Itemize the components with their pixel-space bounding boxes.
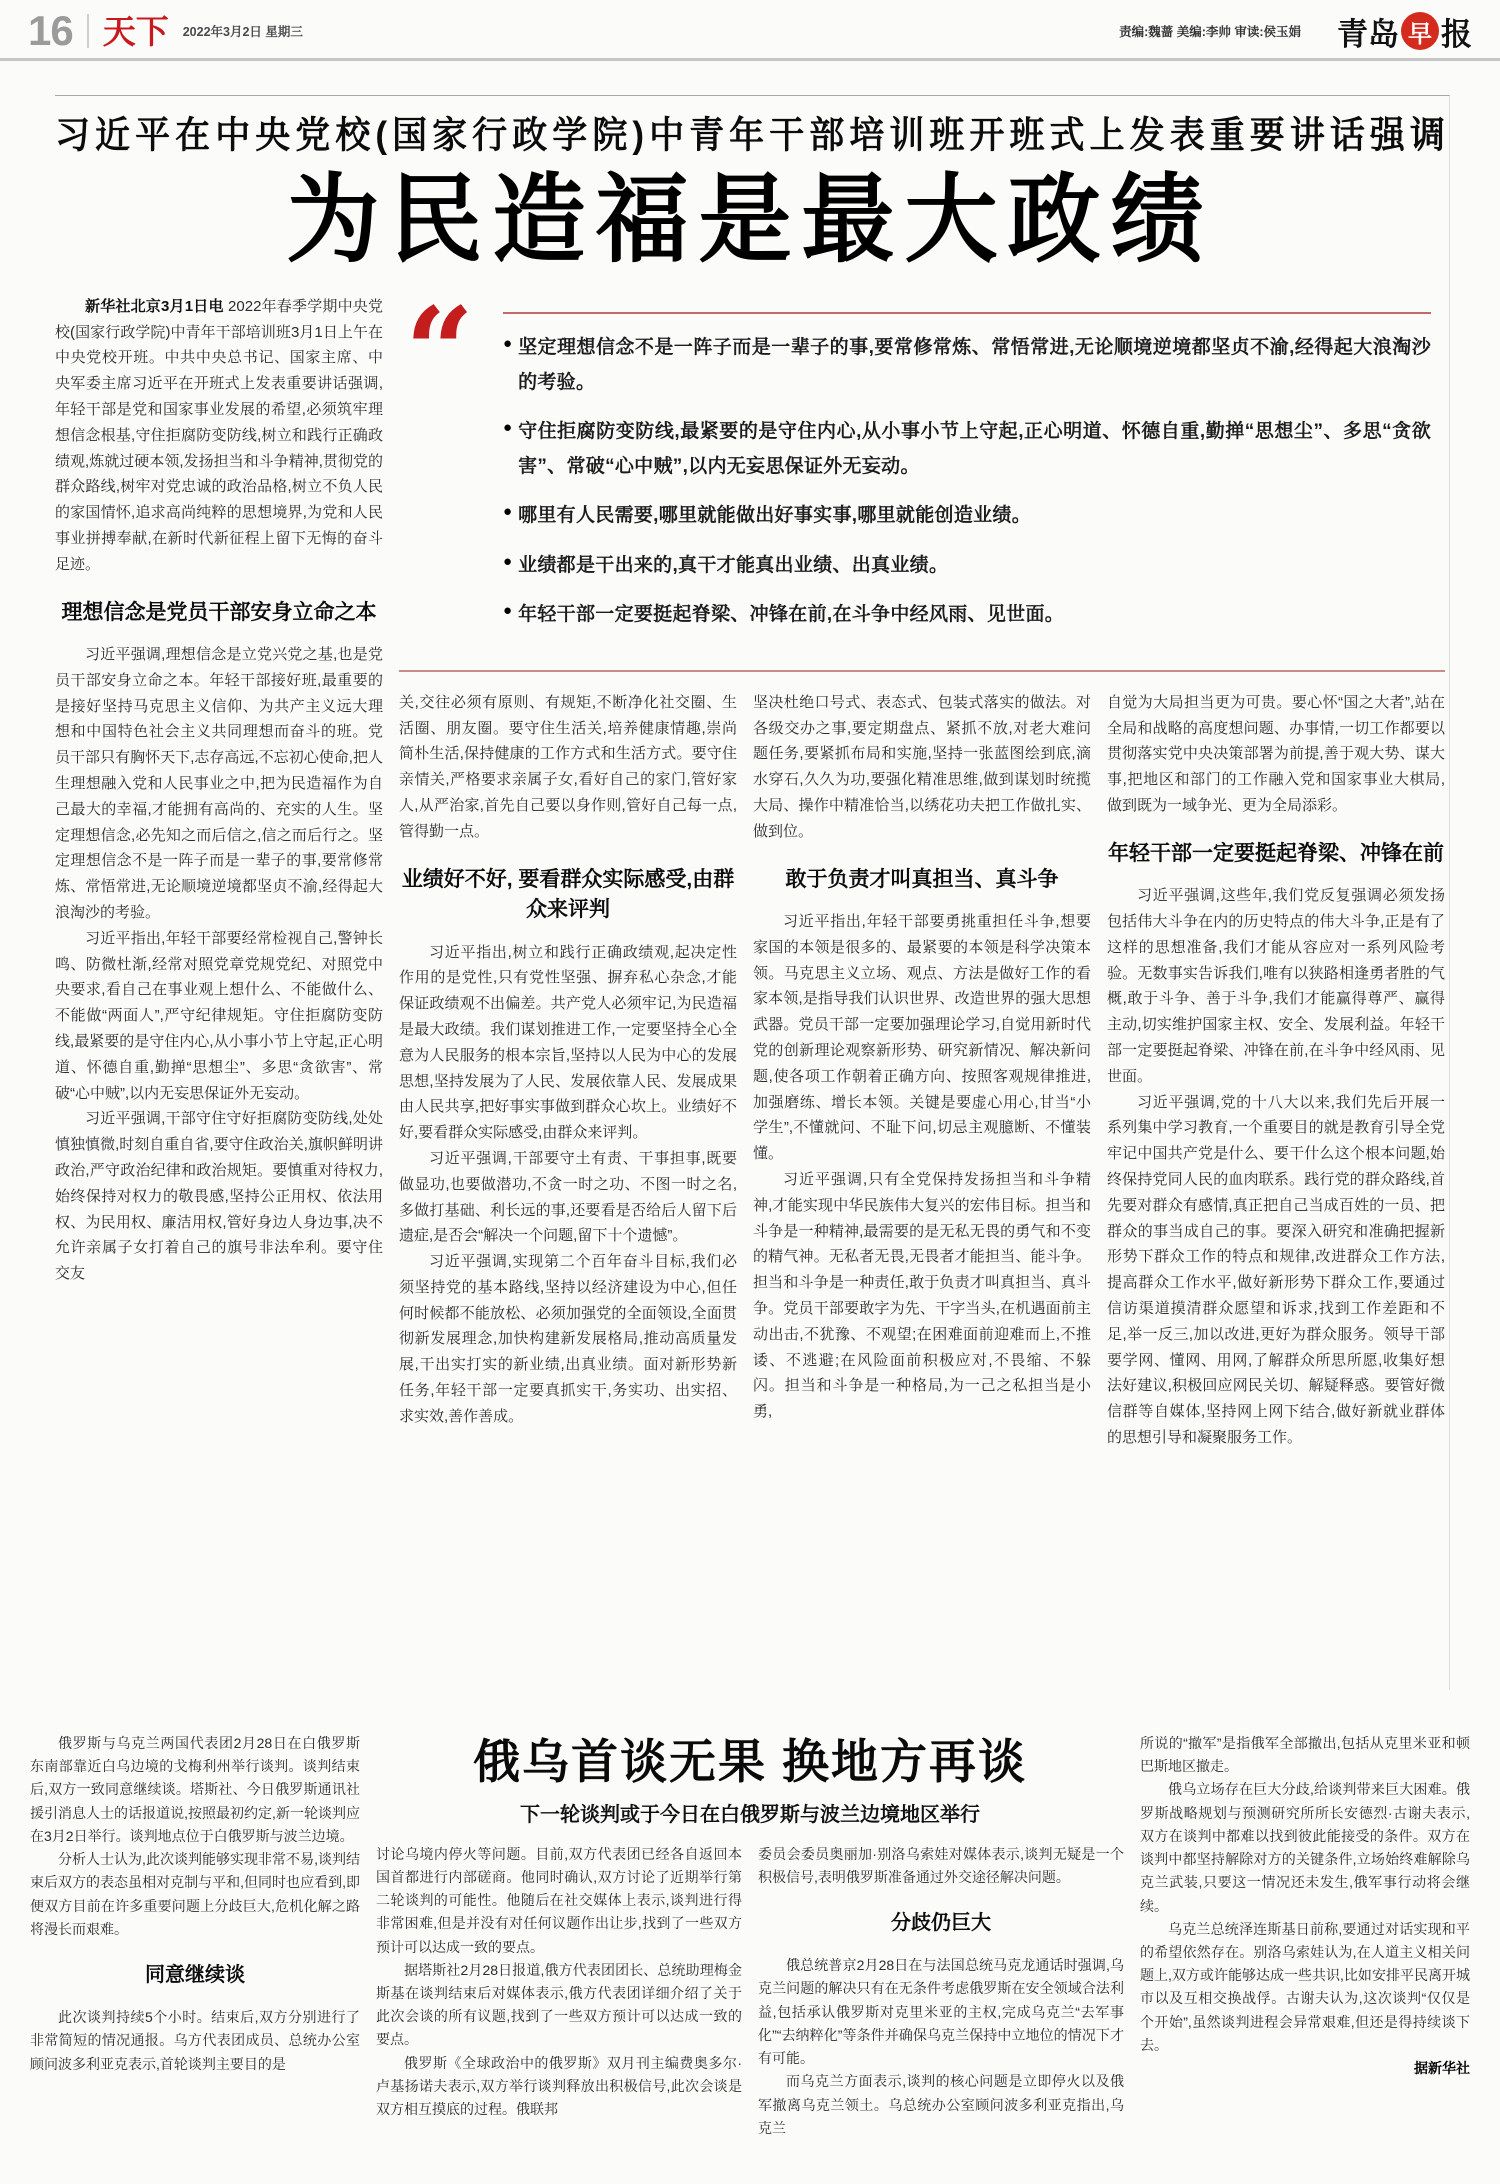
article-body	[55, 280, 1445, 1690]
lead-paragraph	[55, 294, 383, 578]
article-columns-234	[399, 690, 1445, 1690]
article-column-4	[1107, 690, 1445, 1690]
article-column-2	[399, 690, 737, 1690]
bottom-column-a	[30, 1732, 360, 2184]
body-paragraph: 习近平指出,年轻干部要勇挑重担任斗争,想要家国的本领是很多的、最紧要的本领是科学决策本领。马克思主义立场、观点、方法是做好工作的看家本领,是指导我们认识世界、改造世界的强大思想武器。党员干部一定要加强理论学习,自觉用新时代党的创新理论观察新形势、研究新情况、解决新问题,使各项工作朝着正确方向、按照客观规律推进,加强磨练、增长本领。关键是要虚心用心,甘当“小学生”,不懂就问、不耻下问,切忌主观臆断、不懂装懂。	[753, 913, 1091, 1163]
bullet-icon: ●	[503, 552, 513, 570]
header-rule	[0, 58, 1500, 61]
quote-box	[399, 280, 1445, 672]
quote-item	[503, 548, 1431, 583]
quote-item	[503, 498, 1431, 533]
quote-text: 守住拒腐防变防线,最紧要的是守住内心,从小事小节上守起,正心明道、怀德自重,勤掸“思想尘”、多思“贪欲害”、常破“心中贼”,以内无妄思保证外无妄动。	[518, 421, 1431, 478]
subhead-responsibility: 敢于负责才叫真担当、真斗争	[785, 867, 1059, 891]
bottom-column-d	[1140, 1732, 1470, 2184]
header-divider	[87, 14, 89, 48]
main-headline: 为民造福是最大政绩	[286, 166, 1214, 275]
subhead-young-cadres: 年轻干部一定要挺起脊梁、冲锋在前	[1108, 841, 1444, 865]
lead-text: 2022年春季学期中央党校(国家行政学院)中青年干部培训班3月1日上午在中央党校开班。中共中央总书记、国家主席、中央军委主席习近平在开班式上发表重要讲话强调,年轻干部是党和国家事业发展的希望,必须筑牢理想信念根基,守住拒腐防变防线,树立和践行正确政绩观,炼就过硬本领,发扬担当和斗争精神,贯彻党的群众路线,树牢对党忠诚的政治品格,树立不负人民的家国情怀,追求高尚纯粹的思想境界,为党和人民事业拼搏奉献,在新时代新征程上留下无悔的奋斗足迹。	[55, 297, 383, 573]
quote-text: 哪里有人民需要,哪里就能做出好事实事,哪里就能创造业绩。	[518, 505, 1032, 527]
article-right-stack	[399, 280, 1445, 1690]
quotation-mark-icon: “	[405, 280, 475, 422]
main-article	[55, 95, 1450, 1690]
quote-text: 年轻干部一定要挺起脊梁、冲锋在前,在斗争中经风雨、见世面。	[518, 603, 1065, 625]
body-paragraph: 习近平强调,实现第二个百年奋斗目标,我们必须坚持党的基本路线,坚持以经济建设为中心,但任何时候都不能放松、必须加强党的全面领设,全面贯彻新发展理念,加快构建新发展格局,推动高质量发展,干出实打实的新业绩,出真业绩。面对新形势新任务,年轻干部一定要真抓实干,务实功、出实招、求实效,善作善成。	[399, 1253, 737, 1425]
body-paragraph: 俄罗斯与乌克兰两国代表团2月28日在白俄罗斯东南部靠近白乌边境的戈梅利州举行谈判。谈判结束后,双方一致同意继续谈。塔斯社、今日俄罗斯通讯社援引消息人士的话报道说,按照最初约定,新一轮谈判应在3月2日举行。谈判地点位于白俄罗斯与波兰边境。	[30, 1734, 360, 1844]
logo-text-left: 青岛	[1337, 16, 1399, 52]
body-paragraph: 俄罗斯《全球政治中的俄罗斯》双月刊主编费奥多尔·卢基扬诺夫表示,双方举行谈判释放出积极信号,此次会谈是双方相互摸底的过程。俄联邦	[376, 2054, 742, 2118]
bottom-column-b	[376, 1843, 742, 2183]
body-paragraph: 坚决杜绝口号式、表态式、包装式落实的做法。对各级交办之事,要定期盘点、紧抓不放,对老大难问题任务,要紧抓布局和实施,坚持一张蓝图绘到底,滴水穿石,久久为功,要强化精准思维,做到谋划时统揽大局、操作中精准恰当,以绣花功夫把工作做扎实、做到位。	[753, 693, 1091, 840]
quote-item	[503, 330, 1431, 400]
kicker-headline: 习近平在中央党校(国家行政学院)中青年干部培训班开班式上发表重要讲话强调	[55, 114, 1445, 156]
news-attribution: 据新华社	[1414, 2060, 1470, 2077]
body-paragraph: 习近平强调,只有全党保持发扬担当和斗争精神,才能实现中华民族伟大复兴的宏伟目标。担当和斗争是一种精神,最需要的是无私无畏的勇气和不变的精气神。无私者无畏,无畏者才能担当、能斗争。担当和斗争是一种责任,敢于负责才叫真担当、真斗争。党员干部要敢字为先、干字当头,在机遇面前主动出击,不犹豫、不观望;在困难面前迎难而上,不推诿、不逃避;在风险面前积极应对,不畏缩、不躲闪。担当和斗争是一种格局,为一己之私担当是小勇,	[753, 1171, 1091, 1421]
quote-item	[503, 597, 1431, 632]
bottom-article	[30, 1732, 1470, 2184]
page-number: 16	[28, 7, 73, 54]
logo-sun-icon	[1401, 12, 1439, 50]
bottom-headline: 俄乌首谈无果 换地方再谈	[472, 1734, 1028, 1788]
header-right	[1119, 9, 1472, 54]
page-header	[0, 0, 1500, 58]
quote-top-rule	[503, 312, 1431, 314]
bottom-column-c	[758, 1843, 1124, 2183]
body-paragraph: 委员会委员奥丽加·别洛乌索娃对媒体表示,谈判无疑是一个积极信号,表明俄罗斯准备通过外交途径解决问题。	[758, 1845, 1124, 1885]
logo-text-right: 报	[1441, 16, 1472, 52]
section-name: 天下	[102, 12, 169, 50]
article-column-1	[55, 294, 383, 1686]
body-paragraph: 习近平强调,干部要守土有责、干事担事,既要做显功,也要做潜功,不贪一时之功、不图一时之名,多做打基础、利长远的事,还要看是否给后人留下后遗症,是否会“解决一个问题,留下十个遗憾”。	[399, 1149, 737, 1245]
quote-text: 坚定理想信念不是一阵子而是一辈子的事,要常修常炼、常悟常进,无论顺境逆境都坚贞不渝,经得起大浪淘沙的考验。	[518, 336, 1431, 394]
article-column-3	[753, 690, 1091, 1690]
body-paragraph: 据塔斯社2月28日报道,俄方代表团团长、总统助理梅金斯基在谈判结束后对媒体表示,俄方代表团详细介绍了关于此次会谈的所有议题,找到了一些双方预计可以达成一致的要点。	[376, 1961, 742, 2048]
body-paragraph: 习近平强调,这些年,我们党反复强调必须发扬包括伟大斗争在内的历史特点的伟大斗争,正是有了这样的思想准备,我们才能从容应对一系列风险考验。无数事实告诉我们,唯有以狭路相逢勇者胜的气概,敢于斗争、善于斗争,我们才能赢得尊严、赢得主动,切实维护国家主权、安全、发展利益。年轻干部一定要挺起脊梁、冲锋在前,在斗争中经风雨、见世面。	[1107, 887, 1445, 1085]
bullet-icon: ●	[503, 334, 513, 352]
editor-credits: 责编:魏蔷 美编:李帅 审读:侯玉娟	[1119, 25, 1301, 39]
body-paragraph: 习近平指出,年轻干部要经常检视自己,警钟长鸣、防微杜渐,经常对照党章党规党纪、对照党中央要求,看自己在事业观上想什么、不能做什么、不能做“两面人”,严守纪律规矩。守住拒腐防变防线,最紧要的是守住内心,从小事小节上守起,正心明道、怀德自重,勤掸“思想尘”、多思“贪欲害”、常破“心中贼”,以内无妄思保证外无妄动。	[55, 929, 383, 1102]
subhead-differences-remain: 分歧仍巨大	[891, 1912, 991, 1935]
logo-circle-char: 早	[1408, 20, 1432, 48]
body-paragraph: 乌克兰总统泽连斯基日前称,要通过对话实现和平的希望依然存在。别洛乌索娃认为,在人道主义相关问题上,双方或许能够达成一些共识,比如安排平民离开城市以及互相交换战俘。古谢夫认为,这次谈判“仅仅是个开始”,虽然谈判进程会异常艰难,但还是得持续谈下去。	[1140, 1920, 1470, 2053]
newspaper-logo	[1337, 9, 1472, 54]
bullet-icon: ●	[503, 419, 513, 437]
body-paragraph: 俄乌立场存在巨大分歧,给谈判带来巨大困难。俄罗斯战略规划与预测研究所所长安德烈·古谢夫表示,双方在谈判中都难以找到彼此能接受的条件。双方在谈判中都坚持解除对方的关键条件,立场始终难解除乌克兰武装,只要这一情况还未发生,俄军事行动将会继续。	[1140, 1781, 1470, 1914]
body-paragraph: 关,交往必须有原则、有规矩,不断净化社交圈、生活圈、朋友圈。要守住生活关,培养健康情趣,崇尚简朴生活,保持健康的工作方式和生活方式。要守住亲情关,严格要求亲属子女,看好自己的家门,管好家人,从严治家,首先自己要以身作则,管好自己每一点,管得勤一点。	[399, 693, 737, 840]
subhead-agree-to-continue: 同意继续谈	[145, 1963, 245, 1986]
page-date: 2022年3月2日 星期三	[182, 25, 303, 39]
bottom-columns-bc	[376, 1843, 1124, 2183]
quote-text: 业绩都是干出来的,真干才能真出业绩、出真业绩。	[518, 554, 949, 576]
body-paragraph: 讨论乌境内停火等问题。目前,双方代表团已经各自返回本国首都进行内部磋商。他同时确认,双方讨论了近期举行第二轮谈判的可能性。他随后在社交媒体上表示,谈判进行得非常困难,但是并没有对任何议题作出让步,找到了一些双方预计可以达成一致的要点。	[376, 1845, 742, 1955]
body-paragraph: 此次谈判持续5个小时。结束后,双方分别进行了非常简短的情况通报。乌方代表团成员、总统办公室顾问波多利亚克表示,首轮谈判主要目的是	[30, 2009, 360, 2072]
dateline: 新华社北京3月1日电	[85, 297, 224, 315]
body-paragraph: 习近平强调,理想信念是立党兴党之基,也是党员干部安身立命之本。年轻干部接好班,最重要的是接好坚持马克思主义信仰、为共产主义远大理想和中国特色社会主义共同理想而奋斗的班。党员干部只有胸怀天下,志存高远,不忘初心使命,把人生理想融入党和人民事业之中,把为民造福作为自己最大的幸福,才能拥有高尚的、充实的人生。坚定理想信念,必先知之而后信之,信之而后行之。坚定理想信念不是一阵子而是一辈子的事,要常修常炼、常悟常进,无论顺境逆境都坚贞不渝,经得起大浪淘沙的考验。	[55, 646, 383, 922]
body-paragraph: 而乌克兰方面表示,谈判的核心问题是立即停火以及俄军撤离乌克兰领土。乌总统办公室顾问波多利亚克指出,乌克兰	[758, 2073, 1124, 2136]
body-paragraph: 习近平指出,树立和践行正确政绩观,起决定性作用的是党性,只有党性坚强、摒弃私心杂念,才能保证政绩观不出偏差。共产党人必须牢记,为民造福是最大政绩。我们谋划推进工作,一定要坚持全心全意为人民服务的根本宗旨,坚持以人民为中心的发展思想,坚持发展为了人民、发展依靠人民、发展成果由人民共享,把好事实事做到群众心坎上。业绩好不好,要看群众实际感受,由群众来评判。	[399, 943, 737, 1142]
bullet-icon: ●	[503, 503, 513, 521]
body-paragraph: 自觉为大局担当更为可贵。要心怀“国之大者”,站在全局和战略的高度想问题、办事情,一切工作都要以贯彻落实党中央决策部署为前提,善于观大势、谋大事,把地区和部门的工作融入党和国家事业大棋局,做到既为一域争光、更为全局添彩。	[1107, 693, 1445, 815]
body-paragraph: 分析人士认为,此次谈判能够实现非常不易,谈判结束后双方的表态虽相对克制与平和,但同时也应看到,即便双方目前在许多重要问题上分歧巨大,危机化解之路将漫长而艰难。	[30, 1851, 360, 1937]
body-paragraph: 俄总统普京2月28日在与法国总统马克龙通话时强调,乌克兰问题的解决只有在无条件考虑俄罗斯在安全领域合法利益,包括承认俄罗斯对克里米亚的主权,完成乌克兰“去军事化”“去纳粹化”等条件并确保乌克兰保持中立地位的情况下才有可能。	[758, 1957, 1124, 2067]
bullet-icon: ●	[503, 601, 513, 619]
header-left	[28, 7, 303, 54]
bottom-center	[376, 1732, 1124, 2184]
body-paragraph: 习近平强调,干部守住守好拒腐防变防线,处处慎独慎微,时刻自重自省,要守住政治关,旗帜鲜明讲政治,严守政治纪律和政治规矩。要慎重对待权力,始终保持对权力的敬畏感,坚持公正用权、依法用权、为民用权、廉洁用权,管好身边人身边事,决不允许亲属子女打着自己的旗号非法牟利。要守住交友	[55, 1110, 383, 1283]
quote-item	[503, 414, 1431, 484]
body-paragraph: 所说的“撤军”是指俄军全部撤出,包括从克里米亚和顿巴斯地区撤走。	[1140, 1734, 1470, 1775]
body-paragraph: 习近平强调,党的十八大以来,我们先后开展一系列集中学习教育,一个重要目的就是教育引导全党牢记中国共产党是什么、要干什么这个根本问题,始终保持党同人民的血肉联系。践行党的群众路线,首先要对群众有感情,真正把自己当成百姓的一员、把群众的事当成自己的事。要深入研究和准确把握新形势下群众工作的特点和规律,改进群众工作方法,提高群众工作水平,做好新形势下群众工作,要通过信访渠道摸清群众愿望和诉求,找到工作差距和不足,举一反三,加以改进,更好为群众服务。领导干部要学网、懂网、用网,了解群众所思所愿,收集好想法好建议,积极回应网民关切、解疑释惑。要管好微信群等自媒体,坚持网上网下结合,做好新就业群体的思想引导和凝聚服务工作。	[1107, 1093, 1445, 1447]
bottom-deck: 下一轮谈判或于今日在白俄罗斯与波兰边境地区举行	[520, 1803, 980, 1826]
subhead-ideals: 理想信念是党员干部安身立命之本	[61, 600, 377, 624]
subhead-performance: 业绩好不好, 要看群众实际感受,由群众来评判	[401, 867, 735, 922]
